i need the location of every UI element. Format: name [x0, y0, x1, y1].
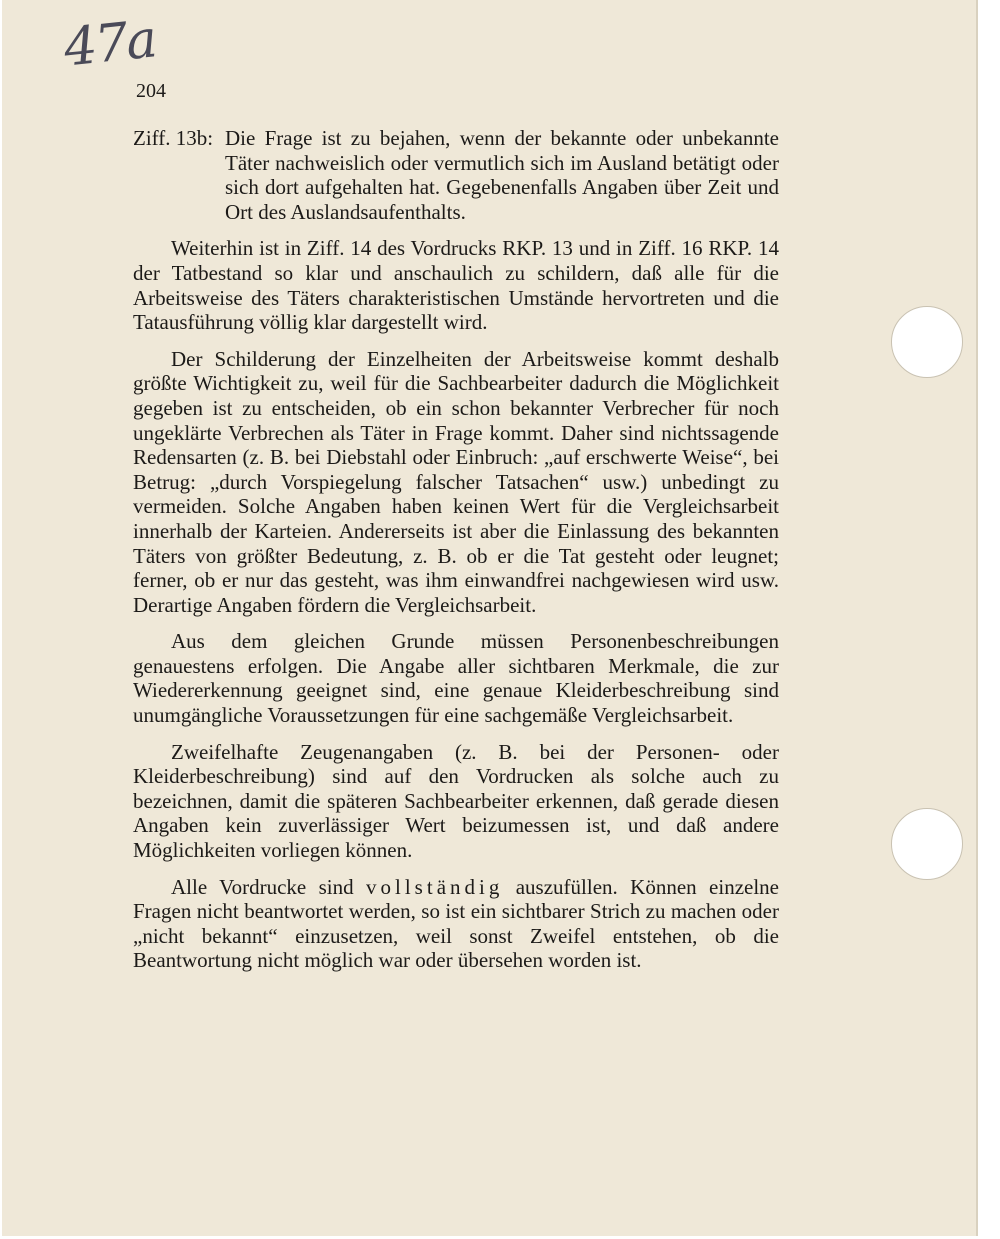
- paragraph-arbeitsweise: Der Schilderung der Einzelheiten der Arbeitsweise kommt deshalb größte Wichtigkeit zu, weil für die Sachbearbeiter dadurch die Möglichkeit gegeben ist zu entscheiden, ob ein schon bekannter Verbrecher für noch ungeklärte Verbrechen als Täter in Frage kommt. Daher sind nichtssagende Redensarten (z. B. bei Diebstahl oder Einbruch: „auf erschwerte Weise“, bei Betrug: „durch Vorspiegelung falscher Tatsachen“ usw.) unbedingt zu vermeiden. Solche Angaben haben keinen Wert für die Vergleichsarbeit innerhalb der Karteien. Andererseits ist aber die Einlassung des bekannten Täters von größter Bedeutung, z. B. ob er die Tat gesteht oder leugnet; ferner, ob er nur das gesteht, was ihm einwandfrei nachgewiesen wird usw. Derartige Angaben fördern die Vergleichsarbeit.: [133, 346, 779, 617]
- handwritten-page-mark: 47a: [61, 9, 159, 79]
- document-page: [2, 0, 978, 1236]
- punch-hole-bottom: [891, 808, 963, 880]
- paragraph-vordrucke: [133, 875, 779, 973]
- scan-margin: [978, 0, 1000, 1239]
- ziff-13b-label: Ziff. 13b:: [133, 126, 214, 150]
- paragraph-tatbestand: Weiterhin ist in Ziff. 14 des Vordrucks RKP. 13 und in Ziff. 16 RKP. 14 der Tatbestand so klar und anschaulich zu schildern, daß alle für die Arbeitsweise des Täters charakteristischen Umstände hervortreten und die Tatausführung völlig klar dargestellt wird.: [133, 236, 779, 335]
- paragraph-personenbeschreibung: Aus dem gleichen Grunde müssen Personenbeschreibungen genauestens erfolgen. Die Angabe aller sichtbaren Merkmale, die zur Wiedererkennung geeignet sind, eine genaue Kleiderbeschreibung sind unumgängliche Voraussetzungen für eine sachgemäße Vergleichsarbeit.: [133, 629, 779, 728]
- ziff-13b-text: Die Frage ist zu bejahen, wenn der bekannte oder unbekannte Täter nachweislich oder vermutlich sich im Ausland betätigt oder sich dort aufgehalten hat. Gegebenenfalls Angaben über Zeit und Ort des Auslandsaufenthalts.: [225, 126, 779, 224]
- paragraph-vordrucke-start: Alle Vordrucke sind: [171, 874, 367, 899]
- emphasis-vollstaendig: vollständig: [366, 874, 504, 899]
- punch-hole-top: [891, 306, 963, 378]
- paragraph-vordrucke-end: auszufüllen. Können einzelne Fragen nicht beantwortet werden, so ist ein sichtbarer Strich zu machen oder „nicht bekannt“ einzusetzen, weil sonst Zweifel entstehen, ob die Beantwortung nicht möglich war oder übersehen worden ist.: [133, 874, 779, 973]
- ziff-13b-section: [133, 126, 779, 224]
- paragraph-zeugenangaben: Zweifelhafte Zeugenangaben (z. B. bei der Personen- oder Kleiderbeschreibung) sind auf den Vordrucken als solche auch zu bezeichnen, damit die späteren Sachbearbeiter erkennen, daß gerade diesen Angaben kein zuverlässiger Wert beizumessen ist, und daß andere Möglichkeiten vorliegen können.: [133, 739, 779, 863]
- page-number: 204: [136, 80, 166, 102]
- body-text: [133, 126, 779, 985]
